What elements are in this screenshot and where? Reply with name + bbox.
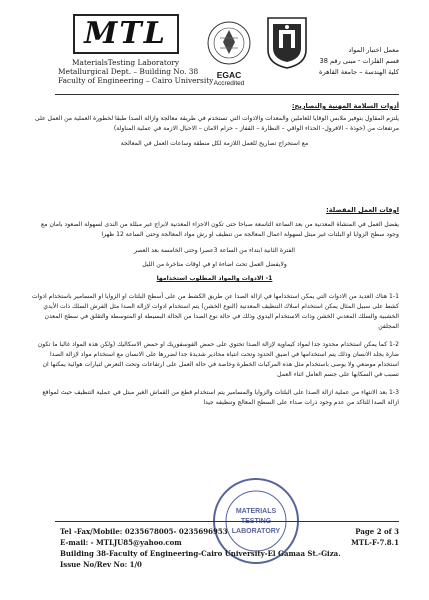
tools-item-3: 1-3 بعد الانتهاء من عملية ازالة الصدا على البلتات والزوايا والمسامير يتم استخدام قطع من القماش الغير مبتل في عملية التنظيف حيث لمواقع ازالة الصدا للتاكد من عدم وجود ذرات صداء على السطح المعالج وتنظيفه جيدا (42, 389, 399, 406)
egac-label: EGAC (216, 70, 242, 80)
working-hours-paragraph: يفضل العمل في المنشاة المعدنية من بعد الساعة التاسعة صباحا حتى تكون الاجزاء المعدنية لابراج غير مبللة من الندى لسهولة الصعود بامان مع وجود سطح الزوايا او البلتات غير مبتل لسهولة اعمال المعالجة من تنظيف او رش مواد المعالجة وحتى الساعة 12 ظهرا (41, 221, 399, 238)
footer-right (351, 526, 399, 548)
page-number: Page 2 of 3 (355, 527, 399, 536)
lab-header-right (289, 45, 399, 78)
working-hours-section (30, 206, 399, 408)
lab-dept-arabic: قسم الفلزات - مبنى رقم 38 (319, 57, 399, 65)
working-hours-title: اوقات العمل المفضلة: (326, 206, 399, 214)
lab-header-left (58, 14, 214, 85)
second-period-line: الفترة الثانية ابتداء من الساعة 3عصرا وحتى الخامسة بعد العصر (134, 247, 295, 254)
safety-section-title: أدوات السلامة المهنية والتصاريح: (291, 102, 399, 110)
safety-section (30, 102, 399, 149)
footer-email: E-mail: - MTLJU85@yahoo.com (60, 538, 182, 547)
header-divider (55, 94, 399, 95)
egac-emblem-icon (206, 20, 252, 66)
tools-item-2: 1-2 كما يمكن استخدام محدود جدا لمواد كيماوية لإزالة الصدا تحتوي على حمض الفوسفوريك او حمض الاسكاليك (ولكن هذه المواد غالبا ما تكون ضارة بجلد الانسان وذلك يتم استخدامها في اضيق الحدود وتحت انتباه محاذير شديدة جدا لضررها على الانسان مع استخدام مواد لإزالة الصدا استخدام موضعي ولا يوصى باستخدام مثل هذه المركبات الخطرة وخاصة في حالة العمل على ارتفاعات وتحت التعرض لتيارات هوائية يمكنها ان تسبب في السكابها على جسم العامل اثناء العمل (37, 341, 399, 378)
lab-faculty-arabic: كلية الهندسة – جامعة القاهرة (318, 68, 399, 76)
footer-left (60, 526, 390, 570)
tools-item-1: 1-1 هناك العديد من الادوات التي يمكن استخدامها في ازالة الصدا عن طريق الكشط من على أسطح البلتات او الزوايا او المسامير باستخدام ادوات كشط على سبيل المثال يمكن استخدام اسلاك التنظيف المعدنية (النوع الخشن) يتم استخدام ادوات لإزالة الصدا مثل الفرش السلك ذات الأيدي الخشبية والسلك المعدني الخشن وذات الاستخدام اليدوي وذلك في حالة نوع الصدا من الحالة البسيطة او المتوسطة والتقلق في سطح المعدن المجلفن (31, 293, 399, 330)
stamp-line-1: MATERIALS (235, 508, 277, 515)
footer-divider (55, 521, 399, 522)
lab-name-line: MaterialsTesting Laboratory (71, 58, 180, 67)
mtl-logo: MTL (73, 14, 179, 54)
footer-tel: Tel -Fax/Mobile: 0235678005- 0235696953 (60, 527, 228, 536)
egac-accreditation-logo (205, 20, 253, 87)
footer-issue: Issue No/Rev No: 1/0 (60, 560, 142, 569)
egac-accredited-label: Accredited (213, 80, 245, 87)
footer-address: Building 38-Faculty of Engineering-Cairo University-El Gamaa St.-Giza. (60, 549, 341, 558)
lab-faculty-line: Faculty of Engineering – Cairo University (58, 76, 214, 85)
permits-paragraph: مع استخراج تصاريح للعمل اللازمة لكل منطقة وساعات العمل في المعالجة (120, 140, 309, 147)
tools-subtitle: 1- الادوات والمواد المطلوب استخدامها (156, 275, 273, 282)
lab-dept-line: Metallurgical Dept. – Building No. 38 (58, 67, 199, 76)
form-code: MTL-F-7.8.1 (351, 538, 399, 547)
night-work-line: ولايفضل العمل تحت اضاءة او في اوقات متاخرة من الليل (142, 261, 287, 268)
lab-name-arabic: معمل اختبار المواد (348, 46, 399, 54)
stamp-line-3: LABORATORY (231, 528, 281, 535)
safety-paragraph: يلتزم المقاول بتوفير ملابس الوقايا للعاملين والمعدات والادوات التي تستخدم في طريقة معالجة وازالة الصدا طبقا لخطورة العملية من العمل على مرتفعات من (خوذة – الافرول- الحذاء الواقي – النظارة – القفاز – حزام الامان – الاحبال الازمة في عملية المناولة) (34, 115, 399, 132)
